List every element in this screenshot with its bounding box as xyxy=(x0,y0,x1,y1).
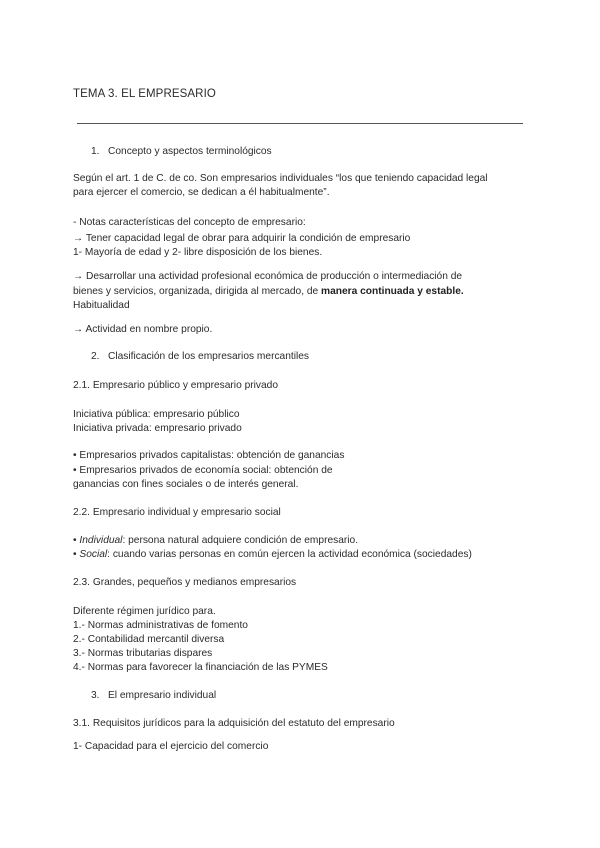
italic-term: Social xyxy=(79,549,108,560)
paragraph-line: - Notas características del concepto de empresario: xyxy=(73,217,306,228)
bullet-item: • Empresarios privados de economía social: obtención de xyxy=(73,465,333,476)
text-run: bienes y servicios, organizada, dirigida al mercado, de xyxy=(73,286,322,297)
paragraph-line xyxy=(73,285,464,298)
section-3-heading xyxy=(91,689,216,702)
text-run: : cuando varias personas en común ejercen la actividad económica (sociedades) xyxy=(107,549,472,560)
paragraph-line: Iniciativa pública: empresario público xyxy=(73,409,240,420)
subsection-heading: 2.3. Grandes, pequeños y medianos empresarios xyxy=(73,577,297,588)
text-run: : persona natural adquiere condición de empresario. xyxy=(122,535,359,546)
list-item: 3.- Normas tributarias dispares xyxy=(73,648,213,659)
italic-term: Individual xyxy=(79,535,123,546)
paragraph-line: 1- Mayoría de edad y 2- libre disposición de los bienes. xyxy=(73,247,323,258)
list-item: 4.- Normas para favorecer la financiación de las PYMES xyxy=(73,662,328,673)
list-item: 1.- Normas administrativas de fomento xyxy=(73,620,248,631)
paragraph-line: → Desarrollar una actividad profesional económica de producción o intermediación de xyxy=(73,271,463,282)
paragraph-line: Iniciativa privada: empresario privado xyxy=(73,423,242,434)
section-label: El empresario individual xyxy=(108,690,217,701)
paragraph-line: Diferente régimen jurídico para. xyxy=(73,606,216,617)
section-number: 3. xyxy=(91,690,100,701)
section-label: Concepto y aspectos terminológicos xyxy=(108,146,272,157)
paragraph-line: Según el art. 1 de C. de co. Son empresarios individuales “los que teniendo capacidad legal xyxy=(73,173,488,184)
paragraph-line: 1- Capacidad para el ejercicio del comercio xyxy=(73,741,269,752)
paragraph-line: → Tener capacidad legal de obrar para adquirir la condición de empresario xyxy=(73,233,411,244)
bullet-item xyxy=(73,548,472,561)
section-label: Clasificación de los empresarios mercantiles xyxy=(108,351,309,362)
subsection-heading: 2.1. Empresario público y empresario privado xyxy=(73,380,278,391)
list-item: 2.- Contabilidad mercantil diversa xyxy=(73,634,225,645)
section-number: 1. xyxy=(91,146,100,157)
paragraph-line: para ejercer el comercio, se dedican a él habitualmente”. xyxy=(73,187,330,198)
title-divider xyxy=(77,123,523,124)
paragraph-line: ganancias con fines sociales o de interés general. xyxy=(73,479,299,490)
section-2-heading xyxy=(91,350,309,363)
subsection-heading: 3.1. Requisitos jurídicos para la adquisición del estatuto del empresario xyxy=(73,718,395,729)
bold-text: manera continuada y estable. xyxy=(321,286,464,297)
section-1-heading xyxy=(91,145,272,158)
bullet-item: • Empresarios privados capitalistas: obtención de ganancias xyxy=(73,450,345,461)
subsection-heading: 2.2. Empresario individual y empresario social xyxy=(73,507,281,518)
bullet-mark: • xyxy=(73,549,80,560)
bullet-mark: • xyxy=(73,535,80,546)
paragraph-line: Habitualidad xyxy=(73,300,130,311)
section-number: 2. xyxy=(91,351,100,362)
page-title: TEMA 3. EL EMPRESARIO xyxy=(73,88,216,100)
bullet-item xyxy=(73,534,358,547)
paragraph-line: → Actividad en nombre propio. xyxy=(73,324,213,335)
